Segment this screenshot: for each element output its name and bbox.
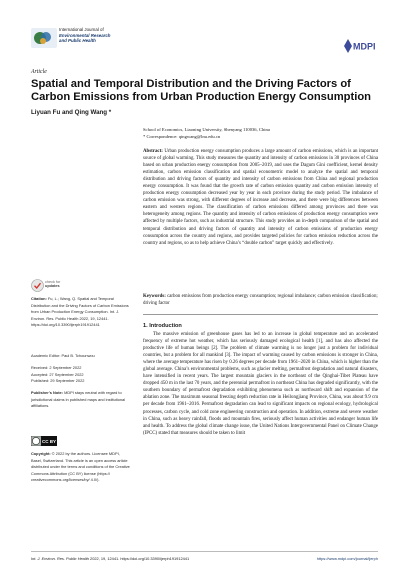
- article-title: Spatial and Temporal Distribution and the Driving Factors of Carbon Emissions from Urban Production Energy Consumption: [31, 78, 372, 103]
- section-heading: 1. Introduction: [143, 323, 182, 329]
- authors: Liyuan Fu and Qing Wang *: [31, 109, 112, 116]
- academic-editor: Academic Editor: Paul B. Tchounwou: [31, 353, 95, 358]
- keywords-text: carbon emissions from production energy consumption; regional imbalance; carbon emission classification; driving factor: [143, 294, 378, 307]
- publisher-note: [31, 390, 131, 410]
- publisher-note-text: MDPI stays neutral with regard to jurisdictional claims in published maps and institutional affiliations.: [31, 390, 126, 408]
- keywords-label: Keywords:: [143, 294, 166, 299]
- citation-block: [31, 296, 131, 329]
- received-date: Received: 2 September 2022: [31, 365, 82, 370]
- footer-journal: Int. J. Environ. Res. Public Health: [31, 556, 89, 561]
- check-for-updates-icon[interactable]: [31, 279, 44, 292]
- footer-doi: 2022, 19, 12441. https://doi.org/10.3390/ijerph191912441: [90, 556, 190, 561]
- footer-divider: [31, 551, 378, 552]
- accepted-date: Accepted: 27 September 2022: [31, 371, 84, 377]
- citation-label: Citation:: [31, 296, 47, 301]
- abstract-label: Abstract:: [143, 149, 163, 154]
- published-date: Published: 29 September 2022: [31, 378, 85, 383]
- correspondence: * Correspondence: qingwang@lnu.edu.cn: [143, 133, 221, 139]
- footer-journal-link[interactable]: https://www.mdpi.com/journal/ijerph: [316, 556, 378, 561]
- publisher-note-label: Publisher’s Note:: [31, 390, 63, 395]
- dates-block: [31, 365, 131, 385]
- cc-by-icon[interactable]: [31, 436, 57, 446]
- keywords: [143, 293, 378, 307]
- affiliation: [143, 127, 378, 141]
- copyright-text: © 2022 by the authors. Licensee MDPI, Basel, Switzerland. This article is an open access article distributed under the terms and conditions of the Creative Commons Attribution (CC BY) license (https:// creativecommons.org/licenses/by/ 4.0/).: [31, 451, 130, 482]
- abstract-text: Urban production energy consumption produces a large amount of carbon emissions, which is an important source of global warming. This study measures the quantity and intensity of carbon emissions in 30 provinces of China based on urban production energy consumption from 2005–2019, and uses the Dagum Gini coefficient, kernel density estimation, carbon emission classification and spatial econometric model to analyze the spatial and temporal distribution and driving factors of quantity and intensity of carbon emissions from China and regional production energy consumption. It was found that the growth rate of carbon emission quantity and carbon emission intensity of production energy consumption decreased year by year in each province during the study period. The imbalance of carbon emission was strong, with different degrees of increase and decrease, and there were big differences between eastern and western regions. The classification of carbon emissions differed among provinces and there was heterogeneity among regions. The quantity and intensity of carbon emissions of production energy consumption were affected by multiple factors, such as industrial structure. This study provides an in-depth comparison of the spatial and temporal distribution and driving factors of quantity and intensity of carbon emissions of production energy consumption across the country and regions, and provides targeted policies for carbon emission reduction across the country and regions, so as to help achieve China’s “double carbon” target quickly and effectively.: [143, 149, 378, 246]
- abstract: [143, 148, 378, 247]
- footer-citation: [31, 556, 189, 561]
- copyright-block: [31, 451, 131, 484]
- mdpi-logo-icon[interactable]: [343, 37, 377, 54]
- affiliation-school: School of Economics, Liaoning University, Shenyang 110036, China: [143, 127, 270, 132]
- check-for-updates-label[interactable]: check for updates: [45, 280, 61, 289]
- journal-name: International Journal of Environmental Research and Public Health: [59, 27, 111, 44]
- divider: [143, 314, 378, 315]
- journal-logo-icon: [31, 28, 57, 48]
- introduction-text: The massive emission of greenhouse gases has led to an increase in global temperature and an accelerated frequency of extreme hot weather, which has seriously damaged ecological health [1], and has also affected the productive life of human beings [2]. The problem of climate warming is no longer just a problem for individual countries, but a problem for all mankind [3]. The impact of warming caused by carbon emissions is stronger in China, where the average temperature has risen by 0.26 degrees per decade from 1961–2020 in China, which is higher than the global average. China’s environmental problems, such as glacier melting, permafrost degradation and natural disasters, have intensified in recent years. The largest mountain glaciers in the northeast of the Qinghai-Tibet Plateau have dropped 450 m in the last 70 years, and the perennial permafrost in northeast China has degraded significantly, with the southern boundary of permafrost degradation exhibiting phenomena such as northward shift and expansion of the ablation zone. The maximum seasonal freezing depth reduction rate in Heilongjiang Province, China, was about 9.9 cm per decade from 1961–2016. Permafrost degradation can lead to significant impacts on regional ecology, hydrological processes, carbon cycle, and cold zone engineering construction and operation. In addition, extreme and severe weather in China, such as heavy rainfall, floods and mountain fires, seriously affect human activities and endanger human life and health. To address the global climate change issue, the United Nations Intergovernmental Panel on Climate Change (IPCC) stated that measures should be taken to limit: [143, 332, 378, 436]
- copyright-label: Copyright:: [31, 451, 51, 456]
- cc-badge-label: CC BY: [41, 439, 57, 444]
- citation-text: Fu, L.; Wang, Q. Spatial and Temporal Distribution and the Driving Factors of Carbon Emissions from Urban Production Energy Consumption. Int. J. Environ. Res. Public Health 2022, 19, 12441. https://doi.org/10.3390/ijerph191912441: [31, 296, 129, 327]
- article-type: Article: [31, 69, 47, 75]
- publisher-name: MDPI: [353, 41, 376, 52]
